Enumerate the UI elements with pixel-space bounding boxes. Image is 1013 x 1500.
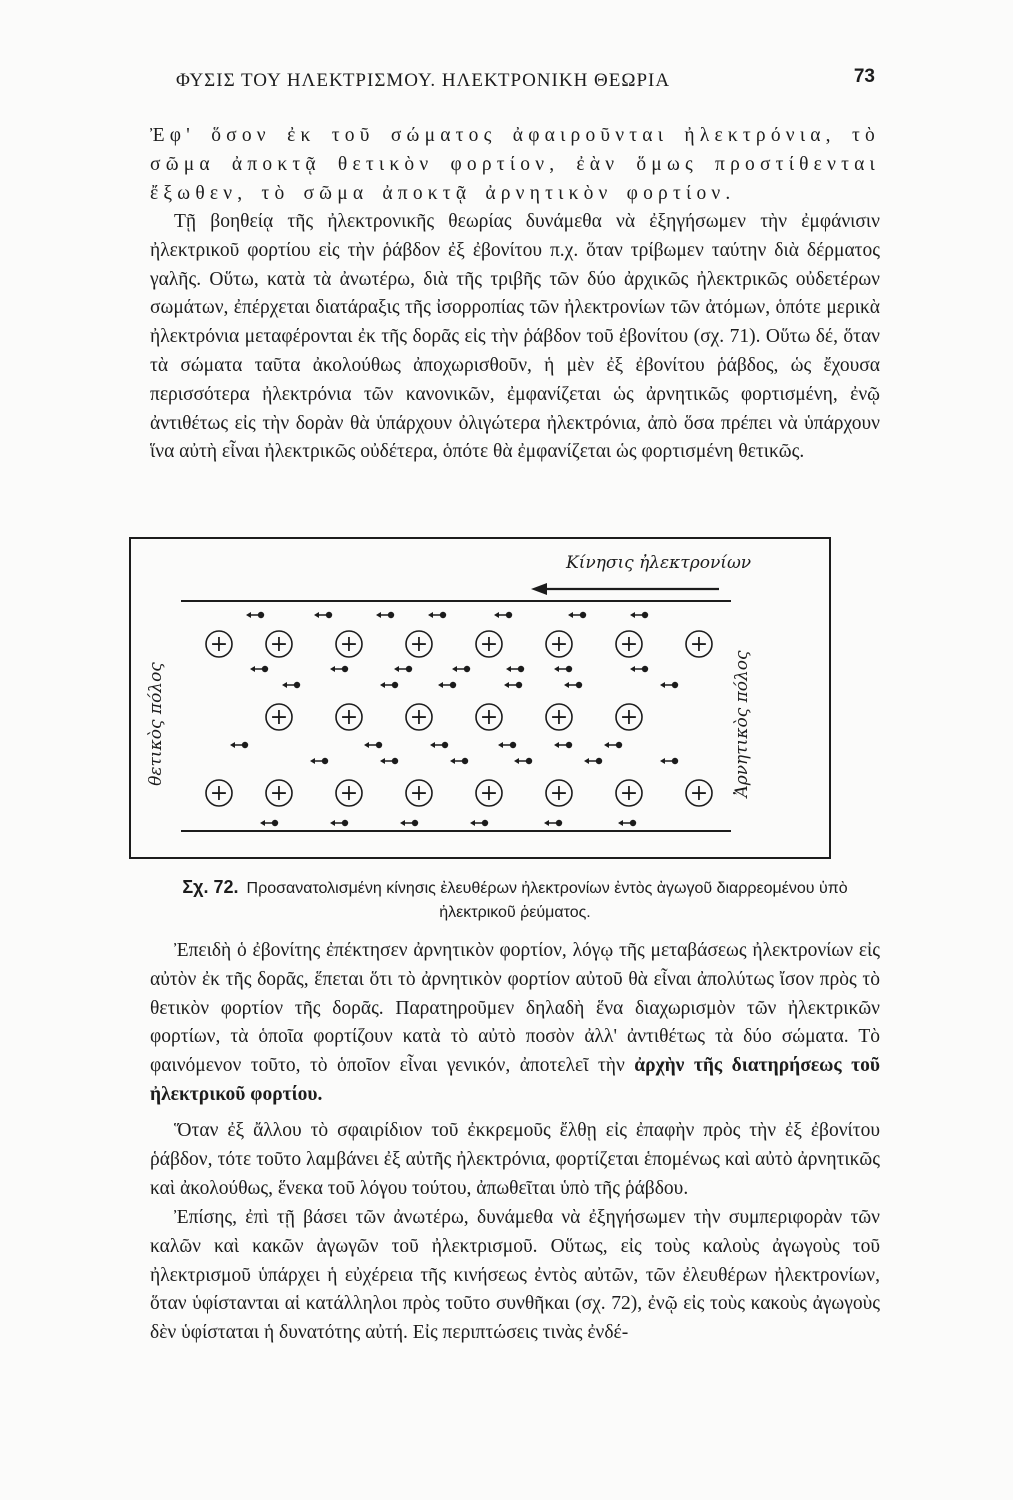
plus-sign-6: + xyxy=(619,632,639,657)
positive-ions-group xyxy=(206,631,712,806)
electron-3 xyxy=(428,612,446,618)
caption-label: Σχ. 72. xyxy=(182,877,239,897)
electron-12 xyxy=(554,666,572,672)
electron-motion-label: Κίνησις ἠλεκτρονίων xyxy=(566,553,752,573)
electron-2 xyxy=(376,612,394,618)
electron-19 xyxy=(660,682,678,688)
plus-sign-4: + xyxy=(479,632,499,657)
plus-sign-1: + xyxy=(269,632,289,657)
electron-11 xyxy=(506,666,524,672)
positive-pole-label: θετικὸς πόλος xyxy=(146,662,166,786)
running-head: ΦΥΣΙΣ ΤΟΥ ΗΛΕΚΤΡΙΣΜΟΥ. ΗΛΕΚΤΡΟΝΙΚΗ ΘΕΩΡΙΑ xyxy=(176,70,671,91)
electron-22 xyxy=(430,742,448,748)
plus-sign-7: + xyxy=(689,632,709,657)
electron-26 xyxy=(310,758,328,764)
page-number: 73 xyxy=(853,66,875,87)
plus-sign-0: + xyxy=(209,632,229,657)
plus-sign-5: + xyxy=(549,632,569,657)
electron-33 xyxy=(330,820,348,826)
electron-0 xyxy=(246,612,264,618)
electron-34 xyxy=(400,820,418,826)
plus-sign-18: + xyxy=(479,781,499,806)
electron-4 xyxy=(494,612,512,618)
electron-14 xyxy=(282,682,300,688)
electron-36 xyxy=(544,820,562,826)
electron-10 xyxy=(452,666,470,672)
plus-sign-21: + xyxy=(689,781,709,806)
plus-sign-14: + xyxy=(209,781,229,806)
plus-sign-8: + xyxy=(269,705,289,730)
plus-sign-3: + xyxy=(409,632,429,657)
electron-28 xyxy=(450,758,468,764)
electron-25 xyxy=(604,742,622,748)
paragraph-3 xyxy=(150,937,880,1110)
electron-5 xyxy=(568,612,586,618)
electron-7 xyxy=(250,666,268,672)
plus-sign-20: + xyxy=(619,781,639,806)
electron-32 xyxy=(260,820,278,826)
page-header xyxy=(130,66,875,96)
electron-9 xyxy=(394,666,412,672)
paragraph-1: Ἐφ' ὅσον ἐκ τοῦ σώματος ἀφαιροῦνται ἠλεκτρόνια, τὸ σῶμα ἀποκτᾷ θετικὸν φορτίον, ἐὰν ὅμως προστίθενται ἔξωθεν, τὸ σῶμα ἀποκτᾷ ἀρνητικὸν φορτίον. xyxy=(150,125,880,204)
plus-sign-17: + xyxy=(409,781,429,806)
electron-24 xyxy=(554,742,572,748)
electron-8 xyxy=(330,666,348,672)
plus-sign-2: + xyxy=(339,632,359,657)
figure-caption xyxy=(150,875,880,925)
conductor-diagram xyxy=(131,539,829,857)
electron-16 xyxy=(438,682,456,688)
motion-arrow-head xyxy=(531,583,547,595)
electron-27 xyxy=(380,758,398,764)
electron-35 xyxy=(470,820,488,826)
electron-31 xyxy=(660,758,678,764)
plus-sign-19: + xyxy=(549,781,569,806)
electron-21 xyxy=(364,742,382,748)
electron-23 xyxy=(498,742,516,748)
electron-18 xyxy=(564,682,582,688)
electron-20 xyxy=(230,742,248,748)
figure-72 xyxy=(129,537,831,859)
electron-30 xyxy=(584,758,602,764)
electron-13 xyxy=(630,666,648,672)
paragraph-5: Ἐπίσης, ἐπὶ τῇ βάσει τῶν ἀνωτέρω, δυνάμεθα νὰ ἐξηγήσωμεν τὴν συμπεριφορὰν τῶν καλῶν καὶ κακῶν ἀγωγῶν τοῦ ἠλεκτρισμοῦ. Οὕτως, εἰς τοὺς καλοὺς ἀγωγοὺς τοῦ ἠλεκτρισμοῦ ὑπάρχει ἡ εὐχέρεια τῆς κινήσεως ἐντὸς αὐτῶν, τῶν ἐλευθέρων ἠλεκτρονίων, ὅταν ὑφίστανται αἱ κατάλληλοι πρὸς τοῦτο συνθῆκαι (σχ. 72), ἐνῷ εἰς τοὺς κακοὺς ἀγωγοὺς δὲν ὑφίσταται ἡ δυνατότης αὐτή. Εἰς περιπτώσεις τινὰς ἐνδέ- xyxy=(150,1207,880,1344)
paragraph-2: Τῇ βοηθείᾳ τῆς ἠλεκτρονικῆς θεωρίας δυνάμεθα νὰ ἐξηγήσωμεν τὴν ἐμφάνισιν ἠλεκτρικοῦ φορτίου εἰς τὴν ῥάβδον ἐξ ἐβονίτου π.χ. ὅταν τρίβωμεν ταύτην διὰ δέρματος γαλῆς. Οὕτω, κατὰ τὰ ἀνωτέρω, διὰ τῆς τριβῆς τῶν δύο ἀρχικῶς ἠλεκτρικῶς οὐδετέρων σωμάτων, ἐπέρχεται διατάραξις τῆς ἰσορροπίας τῶν ἠλεκτρονίων τῶν ἀτόμων, ὁπότε μερικὰ ἠλεκτρόνια μεταφέρονται ἐκ τῆς δορᾶς εἰς τὴν ῥάβδον τοῦ ἐβονίτου (σχ. 71). Οὕτω δέ, ὅταν τὰ σώματα ταῦτα ἀκολούθως ἀποχωρισθοῦν, ἡ μὲν ἐξ ἐβονίτου ῥάβδος, ὡς ἔχουσα περισσότερα ἠλεκτρόνια τῶν κανονικῶν, ἐμφανίζεται ὡς ἀρνητικῶς φορτισμένη, ἐνῷ ἀντιθέτως εἰς τὴν δορὰν θὰ ὑπάρχουν ὀλιγώτερα ἠλεκτρόνια, ἀπὸ ὅσα πρέπει νὰ ὑπάρχουν ἵνα αὐτὴ εἶναι ἠλεκτρικῶς οὐδέτερα, ὁπότε θὰ ἐμφανίζεται ὡς φορτισμένη θετικῶς. xyxy=(150,211,880,463)
plus-sign-10: + xyxy=(409,705,429,730)
plus-sign-15: + xyxy=(269,781,289,806)
electron-1 xyxy=(314,612,332,618)
plus-sign-9: + xyxy=(339,705,359,730)
paragraph-4: Ὅταν ἐξ ἄλλου τὸ σφαιρίδιον τοῦ ἐκκρεμοῦς ἔλθῃ εἰς ἐπαφὴν πρὸς τὴν ἐξ ἐβονίτου ῥάβδον, τότε τοῦτο λαμβάνει ἐξ αὐτῆς ἠλεκτρόνια, φορτίζεται ἑπομένως καὶ αὐτὸ ἀρνητικῶς καὶ ἀκολούθως, ἕνεκα τοῦ λόγου τούτου, ἀπωθεῖται ὑπὸ τῆς ῥάβδου. xyxy=(150,1120,880,1199)
negative-pole-label: Ἀρνητικὸς πόλος xyxy=(732,650,752,798)
plus-sign-13: + xyxy=(619,705,639,730)
electron-17 xyxy=(504,682,522,688)
electron-15 xyxy=(380,682,398,688)
electron-29 xyxy=(514,758,532,764)
electron-37 xyxy=(618,820,636,826)
electron-6 xyxy=(630,612,648,618)
plus-sign-11: + xyxy=(479,705,499,730)
plus-sign-12: + xyxy=(549,705,569,730)
conservation-principle: ἀρχὴν τῆς διατηρήσεως τοῦ ἠλεκτρικοῦ φορτίου. xyxy=(150,1055,880,1105)
plus-sign-16: + xyxy=(339,781,359,806)
electrons-group xyxy=(230,612,678,826)
paragraph-3-text: Ἐπειδὴ ὁ ἐβονίτης ἐπέκτησεν ἀρνητικὸν φορτίον, λόγῳ τῆς μεταβάσεως ἠλεκτρονίων εἰς αὐτὸν ἐκ τῆς δορᾶς, ἕπεται ὅτι τὸ ἀρνητικὸν φορτίον αὐτοῦ θὰ εἶναι ἀπολύτως ἴσον πρὸς τὸ θετικὸν φορτίον τῆς δορᾶς. Παρατηροῦμεν δηλαδὴ ἕνα διαχωρισμὸν τῶν ἠλεκτρικῶν φορτίων, τὰ ὁποῖα φορτίζουν κατὰ τὸ αὐτὸ ποσὸν ἀλλ' ἀντιθέτως τὰ δύο σώματα. Τὸ φαινόμενον τοῦτο, τὸ ὁποῖον εἶναι γενικόν, ἀποτελεῖ τὴν xyxy=(150,940,880,1077)
caption-text: Προσανατολισμένη κίνησις ἐλευθέρων ἠλεκτρονίων ἐντὸς ἀγωγοῦ διαρρεομένου ὑπὸ ἠλεκτρικοῦ ῥεύματος. xyxy=(246,880,848,921)
